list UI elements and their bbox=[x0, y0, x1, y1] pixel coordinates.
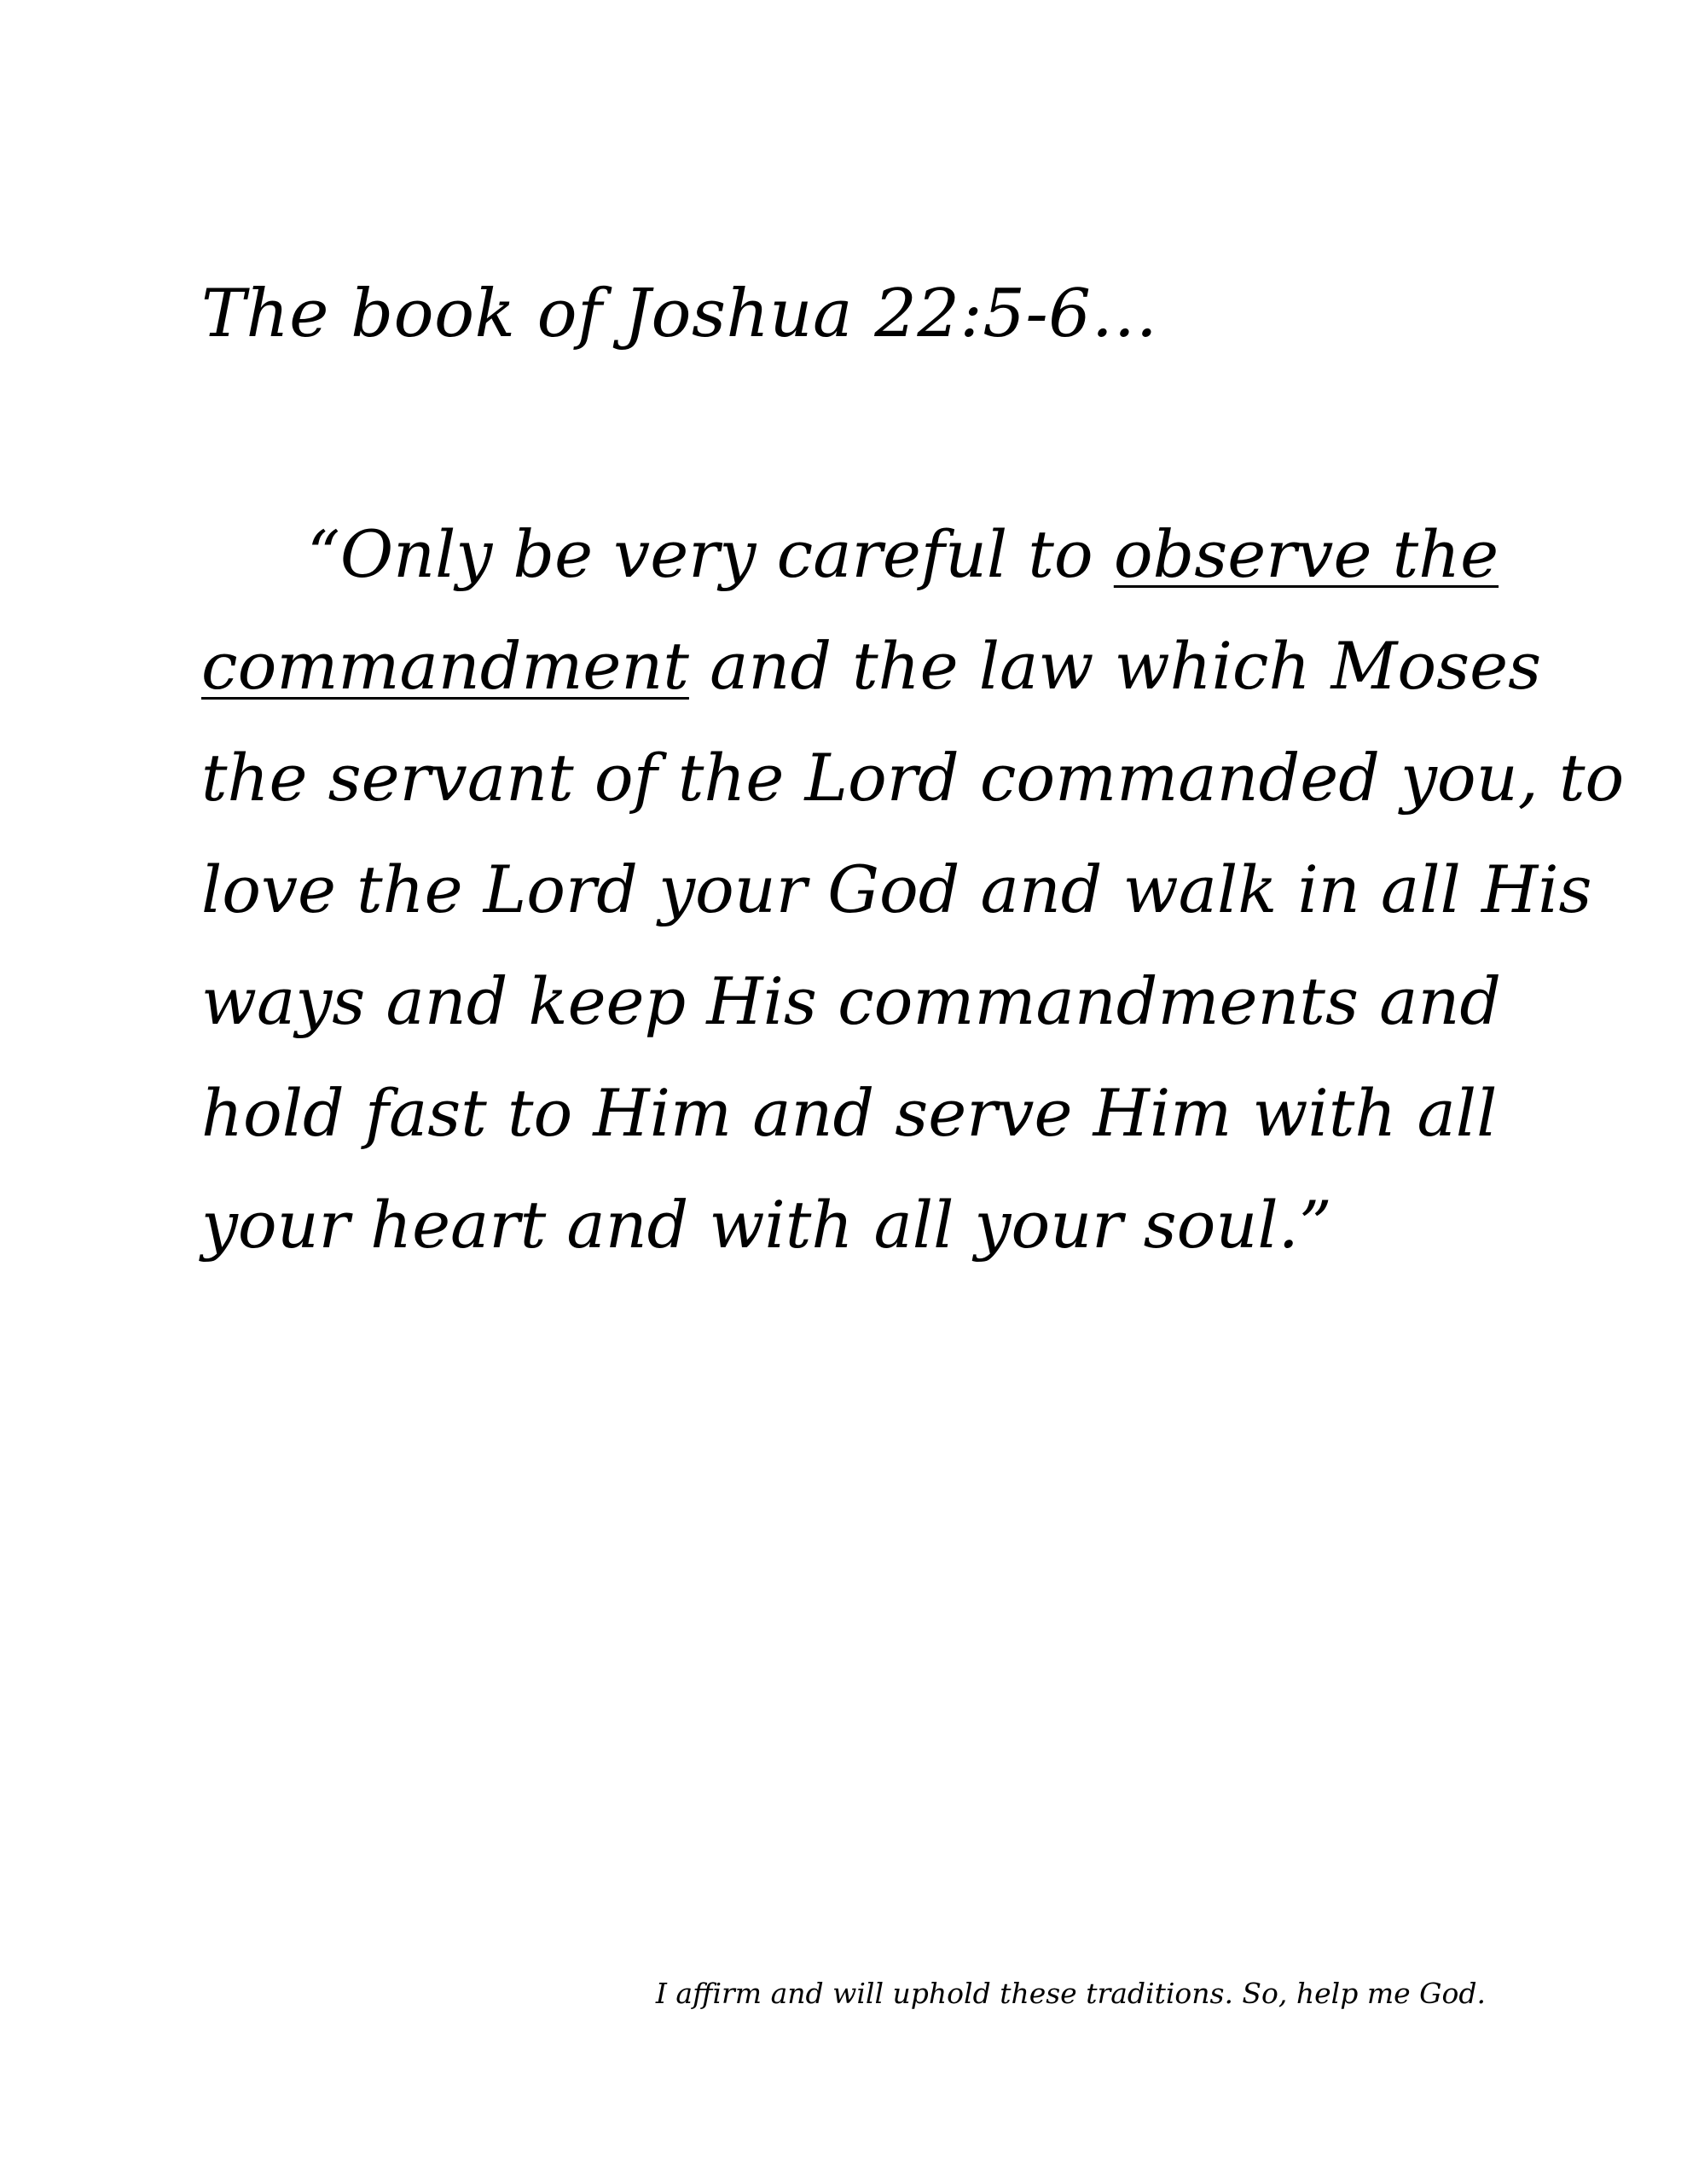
passage-line-2-text: and the law which Moses bbox=[688, 628, 1542, 704]
passage-line-7: your heart and with all your soul.” bbox=[201, 1187, 1332, 1263]
underlined-phrase-part-1: observe the bbox=[1113, 516, 1499, 592]
passage-line-6: hold fast to Him and serve Him with all bbox=[201, 1075, 1498, 1151]
affirmation-statement: I affirm and will uphold these traditions. So, help me God. bbox=[655, 1977, 1486, 2010]
passage-line-4: love the Lord your God and walk in all His bbox=[201, 851, 1592, 927]
passage-line-1-text: “Only be very careful to bbox=[307, 516, 1114, 592]
passage-line-3: the servant of the Lord commanded you, to bbox=[201, 740, 1625, 816]
underlined-phrase-part-2: commandment bbox=[201, 628, 689, 704]
passage-line-2 bbox=[201, 610, 1566, 722]
passage-line-1 bbox=[201, 498, 1566, 610]
scripture-reference-heading: The book of Joshua 22:5-6… bbox=[201, 276, 1158, 352]
scripture-passage bbox=[201, 498, 1625, 1281]
passage-line-5: ways and keep His commandments and bbox=[201, 963, 1502, 1039]
